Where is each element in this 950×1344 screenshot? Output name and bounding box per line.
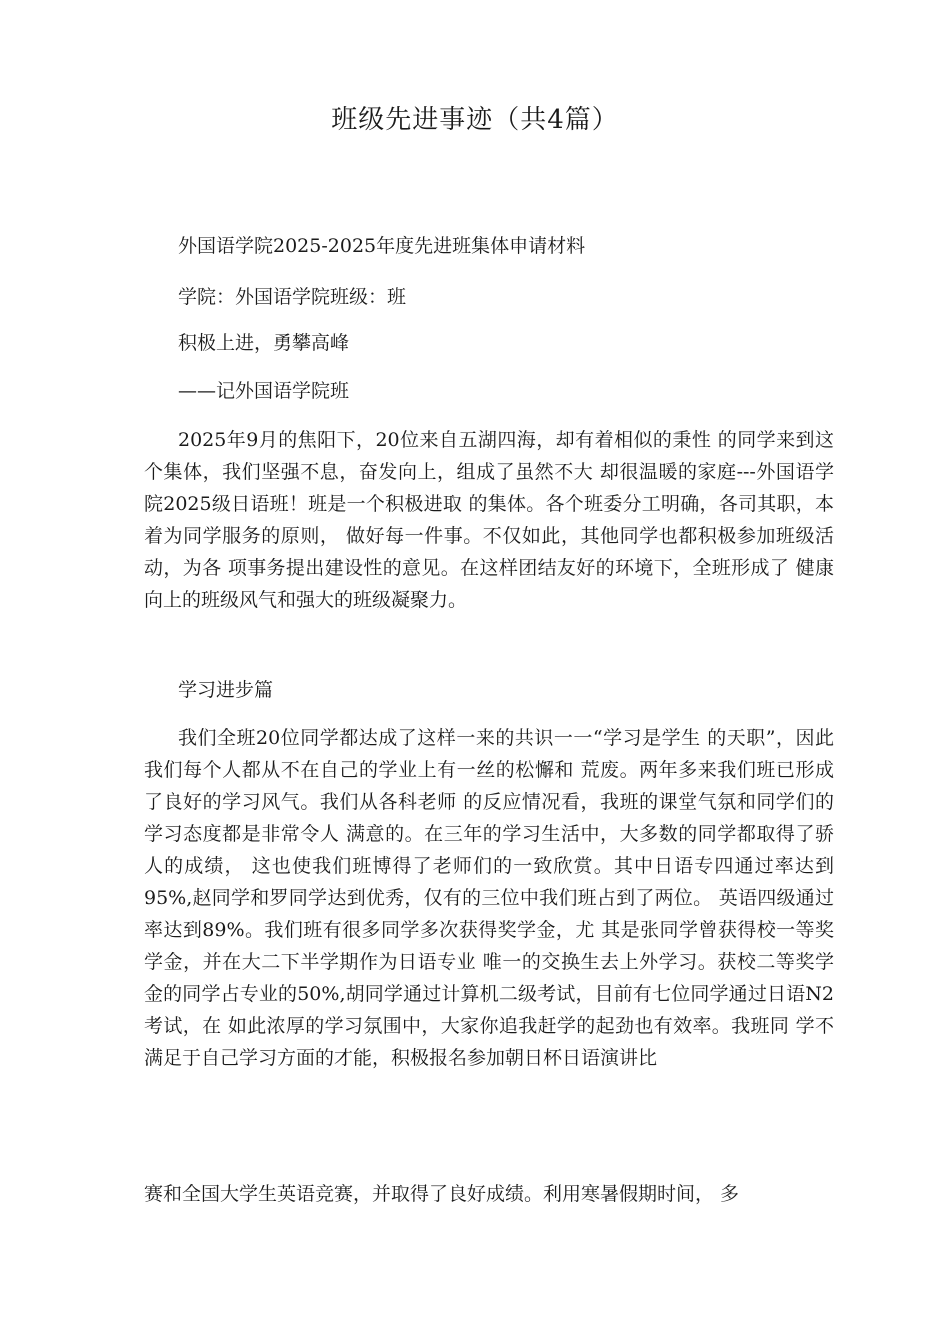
document-title: 班级先进事迹（共4篇） <box>331 105 619 135</box>
section-heading: 学习进步篇 <box>178 679 274 701</box>
study-paragraph: 我们全班20位同学都达成了这样一来的共识一一“学习是学生 的天职”，因此我们每个人都从不在自己的学业上有一丝的松懈和 荒废。两年多来我们班已形成了良好的学习风气。我们从各科老师 的反应情况看，我班的课堂气氛和同学们的学习态度都是非常令人 满意的。在三年的学习生活中，大多数的同学都取得了骄人的成绩， 这也使我们班博得了老师们的一致欣赏。其中日语专四通过率达到 95%,赵同学和罗同学达到优秀，仅有的三位中我们班占到了两位。 英语四级通过率达到89%。我们班有很多同学多次获得奖学金，尤 其是张同学曾获得校一等奖学金，并在大二下半学期作为日语专业 唯一的交换生去上外学习。获校二等奖学金的同学占专业的50%,胡同学通过计算机二级考试，目前有七位同学通过日语N2考试，在 如此浓厚的学习氛围中，大家你追我赶学的起劲也有效率。我班同 学不满足于自己学习方面的才能，积极报名参加朝日杯日语演讲比 <box>144 727 834 1069</box>
motto-line: 积极上进，勇攀高峰 <box>178 332 350 354</box>
intro-paragraph: 2025年9月的焦阳下，20位来自五湖四海，却有着相似的秉性 的同学来到这个集体，我们坚强不息，奋发向上，组成了虽然不大 却很温暖的家庭---外国语学院2025级日语班！班是一个积极进取 的集体。各个班委分工明确，各司其职，本着为同学服务的原则， 做好每一件事。不仅如此，其他同学也都积极参加班级活动，为各 项事务提出建设性的意见。在这样团结友好的环境下，全班形成了 健康向上的班级风气和强大的班级凝聚力。 <box>144 429 834 611</box>
continuation-line: 赛和全国大学生英语竞赛，并取得了良好成绩。利用寒暑假期时间， 多 <box>144 1183 740 1205</box>
application-title-line: 外国语学院2025-2025年度先进班集体申请材料 <box>178 235 586 257</box>
subtitle-line: ——记外国语学院班 <box>178 380 350 402</box>
college-class-line: 学院：外国语学院班级：班 <box>178 286 407 308</box>
